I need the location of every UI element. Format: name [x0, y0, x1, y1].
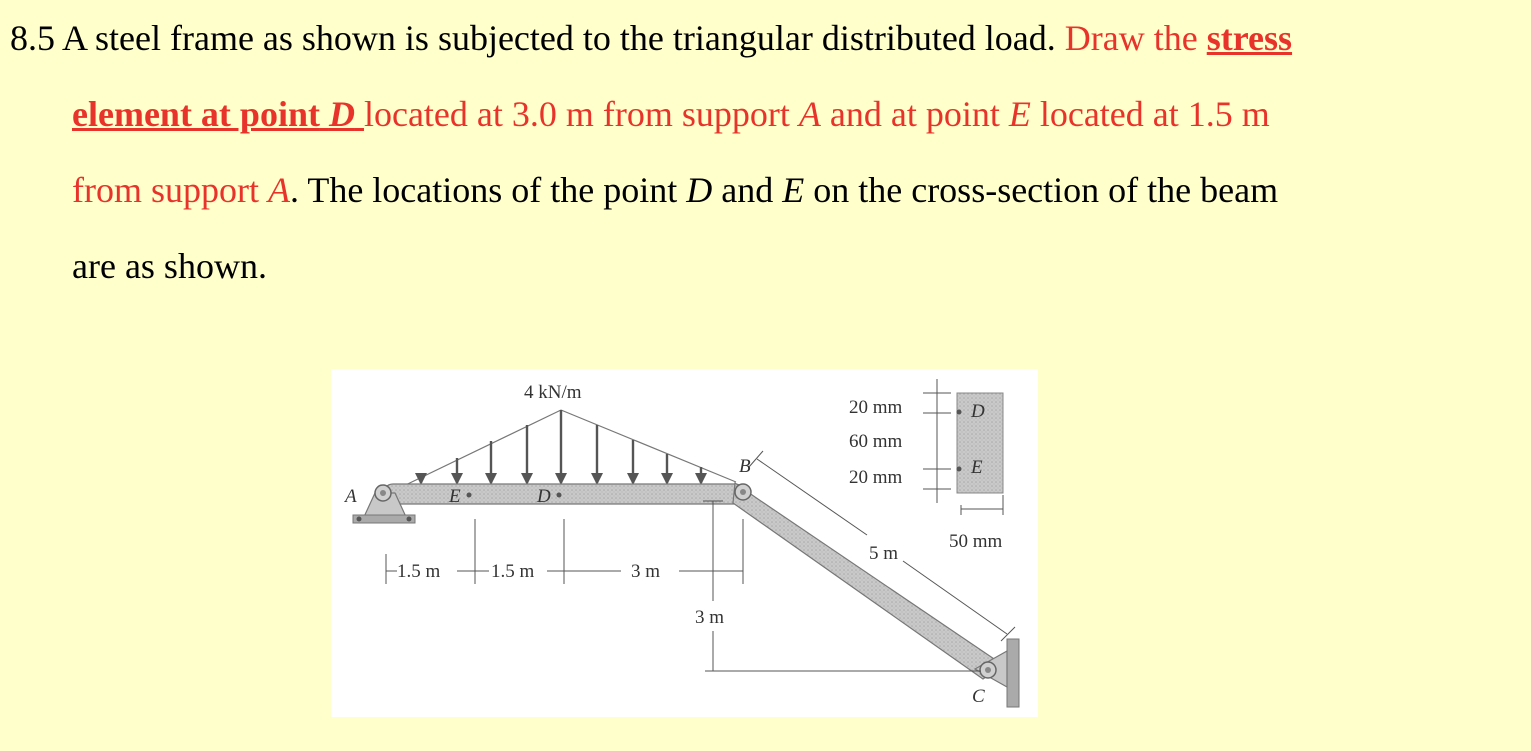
instruction-point-a: A [798, 94, 821, 134]
frame-diagram [331, 369, 1038, 717]
dim-1-5-first: 1.5 m [397, 561, 441, 582]
instruction-emphasis [72, 94, 364, 134]
distributed-load [389, 382, 736, 493]
point-e-dot-icon [467, 493, 472, 498]
cross-section [849, 379, 1003, 552]
pin-b-center-icon [740, 489, 746, 495]
emphasis-point-d: D [328, 94, 355, 134]
label-b: B [739, 456, 751, 477]
label-c: C [972, 686, 985, 707]
label-a: A [345, 486, 357, 507]
problem-line-1 [10, 0, 1510, 76]
emphasis-text: element at point [72, 94, 320, 134]
problem-text: are as shown. [72, 246, 267, 286]
member-bc [733, 483, 1003, 679]
problem-text: . The locations of the point [289, 170, 678, 210]
instruction-point-e: E [1008, 94, 1031, 134]
section-dim-50: 50 mm [949, 531, 1003, 552]
problem-text: and [721, 170, 774, 210]
instruction-text: Draw the [1064, 18, 1198, 58]
dim-3-horizontal: 3 m [631, 561, 661, 582]
load-outline-left [389, 410, 561, 493]
instruction-text: from support [72, 170, 259, 210]
section-label-d: D [971, 401, 985, 422]
point-d-dot-icon [557, 493, 562, 498]
instruction-point-a: A [267, 170, 290, 210]
problem-text: A steel frame as shown is subjected to the triangular distributed load. [62, 18, 1056, 58]
label-d: D [537, 486, 551, 507]
instruction-text: and at point [829, 94, 1000, 134]
section-label-e: E [971, 457, 983, 478]
point-d-ref: D [686, 170, 713, 210]
section-dim-60: 60 mm [849, 431, 903, 452]
dim-5: 5 m [869, 543, 899, 564]
problem-statement [10, 0, 1510, 304]
instruction-text: located at 3.0 m from support [363, 94, 790, 134]
problem-line-2 [10, 76, 1510, 152]
frame-figure [331, 369, 1038, 717]
section-e-dot-icon [957, 467, 962, 472]
load-outline-right [561, 410, 736, 482]
section-dim-20-top: 20 mm [849, 397, 903, 418]
problem-line-4 [10, 228, 1510, 304]
load-arrowheads [415, 473, 707, 485]
dim-1-5-second: 1.5 m [491, 561, 535, 582]
problem-number: 8.5 [10, 18, 55, 58]
load-label: 4 kN/m [524, 382, 582, 403]
label-e: E [449, 486, 461, 507]
instruction-emphasis: stress [1206, 18, 1293, 58]
problem-text: on the cross-section of the beam [813, 170, 1279, 210]
section-dim-20-bottom: 20 mm [849, 467, 903, 488]
instruction-text: located at 1.5 m [1039, 94, 1270, 134]
problem-line-3 [10, 152, 1510, 228]
section-d-dot-icon [957, 410, 962, 415]
dim-3-vertical: 3 m [695, 607, 725, 628]
point-e-ref: E [782, 170, 805, 210]
beam-ab [383, 484, 745, 504]
load-arrows [421, 410, 701, 483]
